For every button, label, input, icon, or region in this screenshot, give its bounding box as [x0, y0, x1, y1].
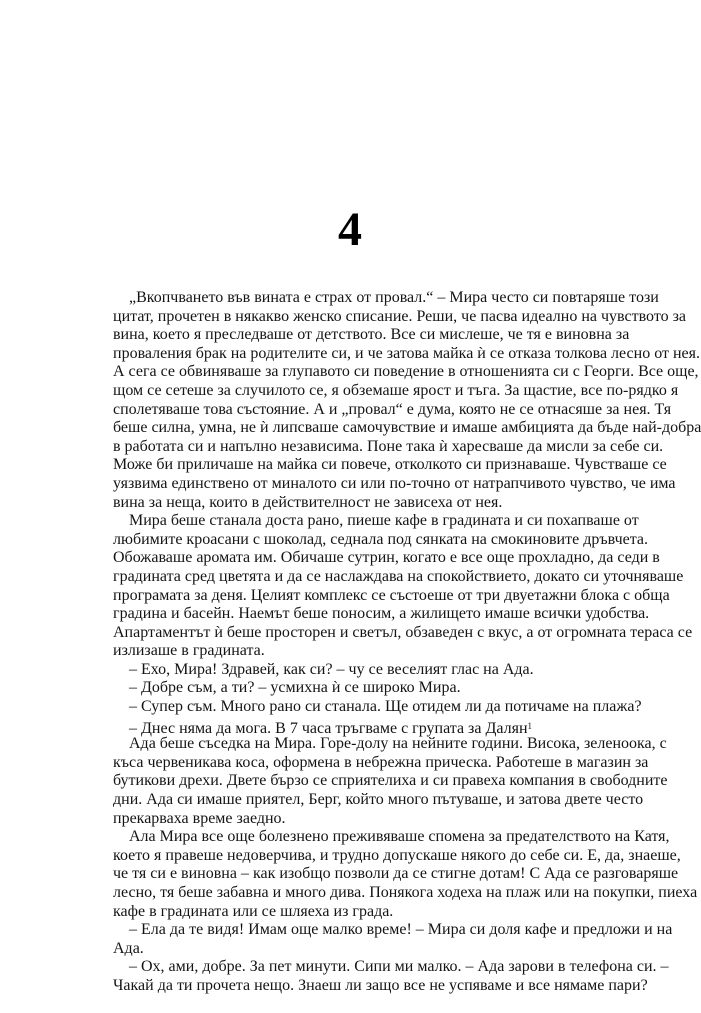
text-line-content: цитат, прочетен в някакво женско списание. Реши, че пасва идеално на чувството за [113, 307, 687, 325]
text-line-content: къса червеникава коса, оформена в небрежна прическа. Работеше в магазин за [113, 753, 649, 771]
text-line [113, 753, 649, 773]
text-line [113, 549, 660, 568]
text-line-content: Може би приличаше на майка си повече, отколкото си признаваше. Чувстваше се [113, 456, 667, 474]
text-line-content: – Ела да те видя! Имам още малко време! – Мира си доля кафе и предложи и на [129, 921, 673, 939]
text-line-content: в работата си и напълно независима. Поне така ѝ харесваше да мисли за себе си. [113, 437, 664, 455]
text-line-content: уязвима единствено от миналото си или по-точно от натрапчивото чувство, че има [113, 474, 676, 492]
text-line [113, 679, 587, 698]
text-line [113, 828, 670, 847]
text-line-content: вина, което я преследваше от детството. Все си мислеше, че тя е виновна за [113, 326, 630, 344]
text-line-content: любимите кроасани с шоколад, седнала под сянката на смокиновите дръвчета. [113, 530, 649, 548]
text-line-content: Ада. [113, 939, 144, 957]
text-line [113, 400, 672, 420]
chapter-number: 4 [338, 203, 362, 256]
text-line [113, 717, 587, 736]
text-line [113, 326, 630, 345]
text-line-content: че тя си е виновна – как изобщо позволи да се стигне дотам! С Ада се разговаряше [113, 865, 679, 883]
text-line-content: градината сред цветята и да се наслаждава на спокойствието, докато си уточняваше [113, 567, 684, 585]
text-line [113, 846, 681, 866]
text-line-content: – Ох, ами, добре. За пет минути. Сипи ми малко. – Ада зарови в телефона си. – [129, 958, 669, 976]
text-line [113, 381, 679, 401]
text-line [113, 344, 701, 364]
chapter-body-text [113, 289, 701, 996]
text-line-content: което я правеше недоверчива, и трудно допускаше някого до себе си. Е, да, знаеше, [113, 846, 681, 864]
text-line [113, 586, 670, 606]
text-line-content: дни. Ада си имаше приятел, Берг, който много пътуваше, и затова двете често [113, 791, 644, 809]
text-line-content: вина за неща, които в действителност не зависеха от нея. [113, 493, 503, 511]
text-line [113, 642, 587, 661]
text-line [113, 512, 639, 531]
text-line-content: бутикови дрехи. Двете бързо се сприятелиха и си правеха компания в свободните [113, 772, 668, 790]
text-line [113, 419, 701, 438]
text-line-content: Чакай да ти прочета нещо. Знаеш ли защо все не успяваме и все нямаме пари? [113, 976, 648, 994]
text-line-content: Обожаваше аромата им. Обичаше сутрин, когато е все още прохладно, да седи в [113, 549, 660, 567]
text-line [113, 940, 587, 959]
text-line-content: беше силна, умна, не ѝ липсваше самочувствие и имаше амбицията да бъде най-добра [113, 419, 701, 437]
text-line-content: прекарваха време заедно. [113, 809, 286, 827]
text-line [113, 474, 676, 494]
text-line-content: сполетяваше това състояние. А и „провал“ е дума, която не се отнасяше за нея. Тя [113, 400, 672, 418]
text-line-content: лесно, тя беше забавна и много дива. Понякога ходеха на плаж или на покупки, пиеха [113, 884, 698, 901]
text-line [113, 791, 644, 810]
text-line [113, 884, 698, 903]
text-line [113, 530, 649, 550]
text-line [113, 865, 679, 884]
text-line-content: – Супер съм. Много рано си станала. Ще отидем ли да потичаме на плажа? [129, 698, 642, 716]
text-line [113, 567, 684, 587]
text-line-content: Мира беше станала доста рано, пиеше кафе в градината и си похапваше от [129, 512, 639, 530]
text-line [113, 958, 669, 977]
text-line-content: кафе в градината или се шляеха из града. [113, 902, 394, 920]
text-line-content: Апартаментът ѝ беше просторен и светъл, обзаведен с вкус, а от огромната тераса се [113, 623, 693, 641]
text-line-content: – Днес няма да мога. В 7 часа тръгваме с групата за Далян [129, 719, 528, 737]
text-line [113, 437, 664, 457]
text-line [113, 605, 650, 624]
text-line-content: проваления брак на родителите си, и че затова майка ѝ се отказа толкова лесно от нея. [113, 344, 701, 362]
text-line [113, 903, 587, 922]
text-line [113, 623, 693, 643]
text-line-content: щом се сетеше за случилото се, я обземаше ярост и тъга. За щастие, все по-рядко я [113, 381, 679, 399]
text-line-content: – Добре съм, а ти? – усмихна ѝ се широко Мира. [129, 679, 461, 697]
text-line-content: програмата за деня. Целият комплекс се състоеше от три двуетажни блока с обща [113, 586, 670, 604]
text-line [113, 735, 667, 754]
text-line [113, 494, 587, 513]
text-line [113, 810, 587, 829]
text-line-content: „Вкопчването във вината е страх от провал.“ – Мира често си повтаряше този [129, 289, 659, 306]
text-line-content: градина и басейн. Наемът беше поносим, а жилището имаше всички удобства. [113, 605, 650, 623]
text-line-content: А сега се обвиняваше за глупавото си поведение в отношенията си с Георги. Все още, [113, 363, 699, 381]
text-line [113, 772, 668, 791]
text-line [113, 363, 699, 382]
text-line [113, 307, 687, 327]
footnote-mark: 1 [527, 720, 533, 731]
text-line-content: – Ехо, Мира! Здравей, как си? – чу се веселият глас на Ада. [129, 660, 534, 678]
text-line-content: Ада беше съседка на Мира. Горе-долу на нейните години. Висока, зеленоока, с [129, 735, 667, 753]
text-line-content: излизаше в градината. [113, 642, 265, 660]
text-line [113, 456, 667, 475]
text-line [113, 921, 673, 940]
text-line [113, 289, 659, 308]
text-line-content: Ала Мира все още болезнено преживяваше спомена за предателството на Катя, [129, 828, 670, 846]
text-line [113, 976, 648, 996]
text-line [113, 698, 642, 717]
text-line [113, 661, 587, 680]
